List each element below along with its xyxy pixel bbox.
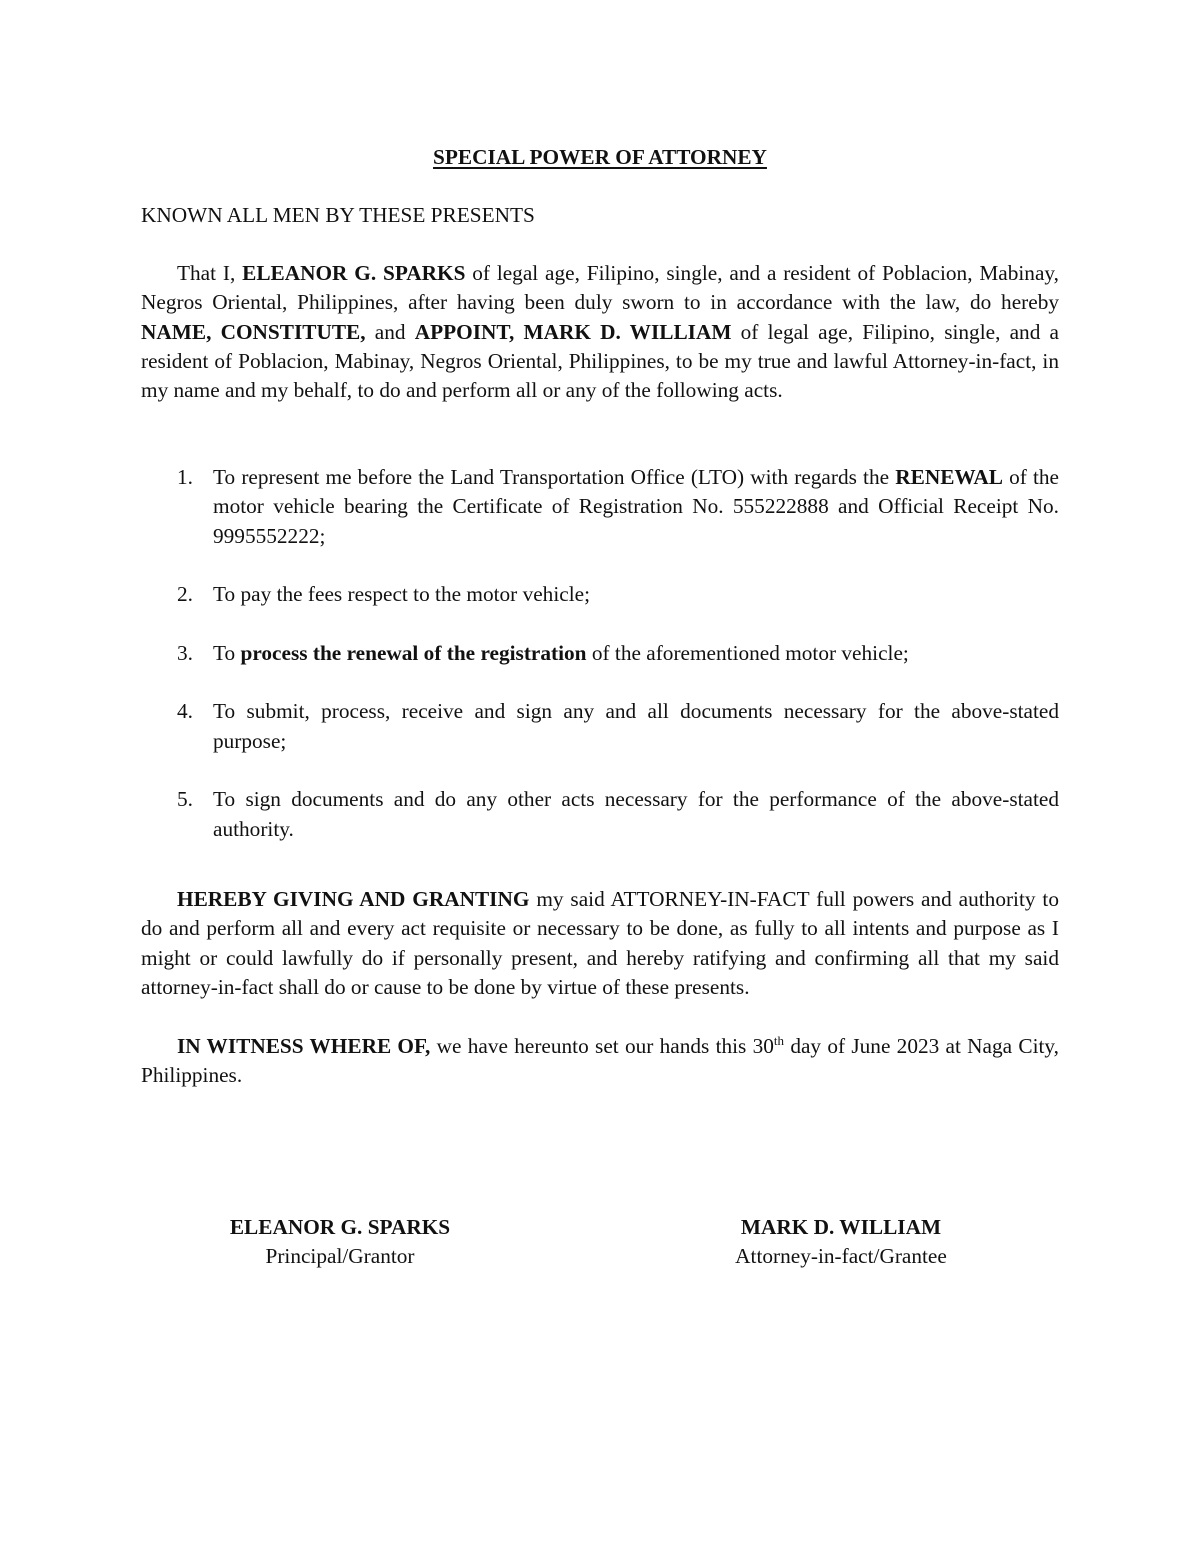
intro-text-4: [514, 320, 523, 344]
witness-text-1: we have hereunto set our hands this 30: [430, 1034, 774, 1058]
grantee-role: Attorney-in-fact/Grantee: [735, 1244, 947, 1269]
intro-text-2: of legal age, Filipino, single, and a resident of Poblacion, Mabinay, Negros Oriental, Philippines, after having been duly sworn to in accordance with the law, do hereby: [141, 261, 1059, 315]
document-title: SPECIAL POWER OF ATTORNEY: [433, 145, 767, 169]
grantee-signature-block: [671, 1213, 1011, 1272]
grantor-name: ELEANOR G. SPARKS: [229, 1215, 451, 1239]
grantor-name-inline: ELEANOR G. SPARKS: [242, 261, 466, 285]
grantee-name-inline: MARK D. WILLIAM: [523, 319, 732, 344]
grantee-name: MARK D. WILLIAM: [740, 1215, 942, 1239]
granting-text: my said ATTORNEY-IN-FACT full powers and authority to do and perform all and every act requisite or necessary to be done, as fully to all intents and purpose as I might or could lawfully do if personally present, and hereby ratifying and confirming all that my said attorney-in-fact shall do or cause to be done by virtue of these presents.: [141, 887, 1060, 999]
act-1-bold: RENEWAL: [895, 465, 1003, 489]
list-item-number: 3.: [177, 640, 193, 665]
witness-paragraph: [141, 1032, 1059, 1091]
list-item-number: 4.: [177, 699, 193, 724]
act-3-bold: process the renewal of the registration: [240, 640, 587, 665]
list-item: [177, 639, 1059, 668]
act-4-text: To submit, process, receive and sign any and all documents necessary for the above-stated purpose;: [213, 699, 1059, 753]
acts-list: [177, 463, 1059, 873]
witness-text-2: day of June 2023 at Naga City, Philippines.: [141, 1034, 1060, 1088]
ordinal-suffix: th: [773, 1033, 785, 1048]
act-5-text: To sign documents and do any other acts necessary for the performance of the above-stated authority.: [213, 787, 1059, 841]
act-2-text: To pay the fees respect to the motor vehicle;: [213, 582, 590, 607]
intro-paragraph: [141, 259, 1059, 405]
grantor-role: Principal/Grantor: [265, 1244, 415, 1269]
opening-line: KNOWN ALL MEN BY THESE PRESENTS: [141, 203, 535, 227]
list-item: [177, 463, 1059, 551]
grantor-signature-block: [170, 1213, 510, 1272]
act-1-text-1: To represent me before the Land Transportation Office (LTO) with regards the: [213, 465, 896, 489]
granting-paragraph: [141, 885, 1059, 1002]
appoint: APPOINT,: [414, 319, 515, 344]
list-item: [177, 580, 1059, 609]
list-item-number: 1.: [177, 465, 193, 489]
document-page: [141, 0, 1059, 1553]
granting-bold: HEREBY GIVING AND GRANTING: [177, 887, 530, 911]
act-1-text-2: of the motor vehicle bearing the Certificate of Registration No. 555222888 and Official Receipt No. 9995552222;: [213, 465, 1059, 548]
intro-text-5: of legal age, Filipino, single, and a resident of Poblacion, Mabinay, Negros Oriental, Philippines, to be my true and lawful Attorney-in-fact, in my name and my behalf, to do and perform all or any of the following acts.: [141, 319, 1059, 403]
name-constitute: NAME, CONSTITUTE,: [141, 319, 366, 344]
list-item: [177, 785, 1059, 844]
intro-text-3: and: [365, 319, 415, 344]
intro-text-1: That I,: [177, 261, 243, 285]
act-3-text-1: To: [213, 640, 241, 665]
list-item-number: 2.: [177, 582, 193, 607]
act-3-text-2: of the aforementioned motor vehicle;: [586, 640, 909, 665]
list-item: [177, 697, 1059, 756]
list-item-number: 5.: [177, 787, 193, 812]
witness-bold: IN WITNESS WHERE OF,: [177, 1034, 431, 1058]
